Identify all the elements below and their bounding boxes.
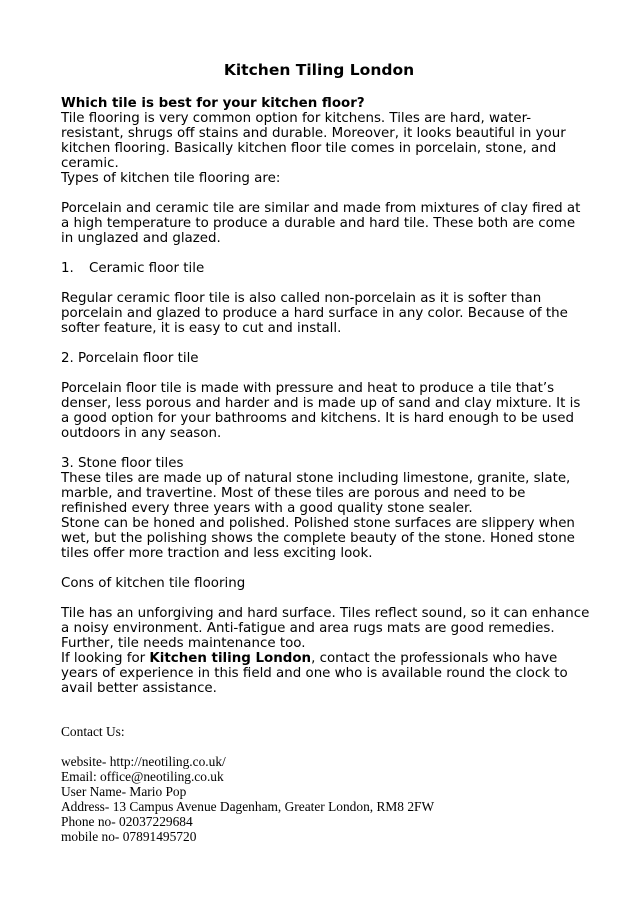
- porcelain-ceramic-text: Porcelain and ceramic tile are similar and made from mixtures of clay fired at a high temperature to produce a durable and hard tile. These both are come in unglazed and glazed.: [61, 201, 581, 246]
- contact-address: Address- 13 Campus Avenue Dagenham, Greater London, RM8 2FW: [61, 799, 435, 814]
- stone-text-2: Stone can be honed and polished. Polished stone surfaces are slippery when wet, but the polishing shows the complete beauty of the stone. Honed stone tiles offer more traction and less exciting look.: [61, 516, 575, 561]
- ceramic-list-item: [61, 261, 204, 276]
- closing-link-text: Kitchen tiling London: [149, 651, 312, 666]
- porcelain-heading: 2. Porcelain floor tile: [61, 351, 199, 366]
- contact-heading: Contact Us:: [61, 724, 125, 739]
- ceramic-list-number: 1.: [61, 261, 74, 276]
- contact-phone: Phone no- 02037229684: [61, 814, 193, 829]
- cons-section: [61, 606, 591, 696]
- contact-user-name: User Name- Mario Pop: [61, 784, 187, 799]
- intro-heading: Which tile is best for your kitchen floor?: [61, 96, 365, 111]
- cons-heading: Cons of kitchen tile flooring: [61, 576, 246, 591]
- closing-text-start: If looking for: [61, 651, 150, 666]
- cons-text: Tile has an unforgiving and hard surface. Tiles reflect sound, so it can enhance a noisy environment. Anti-fatigue and area rugs mats are good remedies. Further, tile needs maintenance too.: [61, 606, 590, 651]
- ceramic-heading: Ceramic floor tile: [89, 261, 205, 276]
- closing-paragraph: [61, 651, 591, 696]
- contact-website: website- http://neotiling.co.uk/: [61, 754, 226, 769]
- stone-heading: 3. Stone floor tiles: [61, 456, 184, 471]
- porcelain-text: Porcelain floor tile is made with pressure and heat to produce a tile that’s denser, less porous and harder and is made up of sand and clay mixture. It is a good option for your bathrooms and kitchens. It is hard enough to be used outdoors in any season.: [61, 381, 581, 441]
- stone-section: [61, 456, 591, 561]
- intro-section: [61, 96, 591, 171]
- contact-mobile: mobile no- 07891495720: [61, 829, 197, 844]
- types-intro: Types of kitchen tile flooring are:: [61, 171, 281, 186]
- contact-details: [61, 754, 591, 844]
- ceramic-text: Regular ceramic floor tile is also called non-porcelain as it is softer than porcelain and glazed to produce a hard surface in any color. Because of the softer feature, it is easy to cut and install.: [61, 291, 568, 336]
- intro-text: Tile flooring is very common option for kitchens. Tiles are hard, water-resistant, shrugs off stains and durable. Moreover, it looks beautiful in your kitchen flooring. Basically kitchen floor tile comes in porcelain, stone, and ceramic.: [61, 111, 566, 171]
- page-title: Kitchen Tiling London: [223, 61, 415, 79]
- closing-text-end: , contact the professionals who have years of experience in this field and one who is available round the clock to avail better assistance.: [61, 651, 568, 696]
- contact-email: Email: office@neotiling.co.uk: [61, 769, 224, 784]
- stone-text-1: These tiles are made up of natural stone including limestone, granite, slate, marble, and travertine. Most of these tiles are porous and need to be refinished every three years with a good quality stone sealer.: [61, 471, 571, 516]
